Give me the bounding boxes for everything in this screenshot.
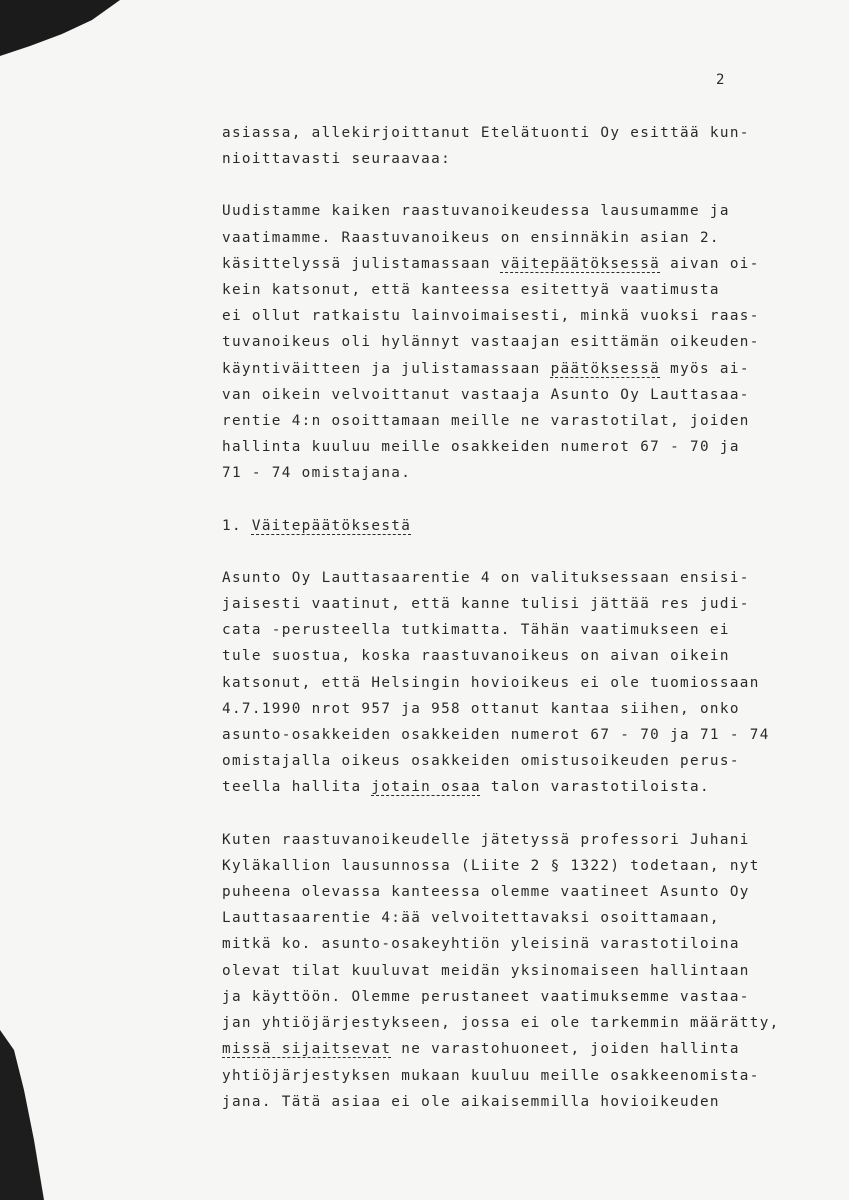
section-number: 1. <box>222 517 252 534</box>
text-line: yhtiöjärjestyksen mukaan kuuluu meille osakkeenomista- <box>222 1067 760 1084</box>
text-line: mitkä ko. asunto-osakeyhtiön yleisinä varastotiloina <box>222 936 740 953</box>
text-segment: talon varastotiloista. <box>480 779 710 796</box>
text-line: jan yhtiöjärjestykseen, jossa ei ole tarkemmin määrätty, <box>222 1015 780 1032</box>
paragraph-res-judicata <box>222 565 822 801</box>
body-text <box>222 120 822 1115</box>
text-line: Asunto Oy Lauttasaarentie 4 on valituksessaan ensisi- <box>222 569 750 586</box>
text-segment: käsittelyssä julistamassaan <box>222 255 501 272</box>
section-heading <box>222 513 822 539</box>
dark-page-corner <box>0 0 120 60</box>
underlined-term: missä sijaitsevat <box>222 1041 392 1058</box>
page-number: 2 <box>716 72 726 88</box>
text-line: ja käyttöön. Olemme perustaneet vaatimuksemme vastaa- <box>222 988 750 1005</box>
text-line: kein katsonut, että kanteessa esitettyä vaatimusta <box>222 282 720 299</box>
text-line: 4.7.1990 nrot 957 ja 958 ottanut kantaa siihen, onko <box>222 700 740 717</box>
text-line: Lauttasaarentie 4:ää velvoitettavaksi osoittamaan, <box>222 910 720 927</box>
text-line: tule suostua, koska raastuvanoikeus on aivan oikein <box>222 648 730 665</box>
text-line: jaisesti vaatinut, että kanne tulisi jättää res judi- <box>222 596 750 613</box>
text-line: tuvanoikeus oli hylännyt vastaajan esittämän oikeuden- <box>222 334 760 351</box>
text-line: puheena olevassa kanteessa olemme vaatineet Asunto Oy <box>222 884 750 901</box>
paragraph-statement <box>222 827 822 1115</box>
text-line: ei ollut ratkaistu lainvoimaisesti, minkä vuoksi raas- <box>222 308 760 325</box>
text-line: olevat tilat kuuluvat meidän yksinomaiseen hallintaan <box>222 962 750 979</box>
text-segment: myös ai- <box>660 360 750 377</box>
text-segment: käyntiväitteen ja julistamassaan <box>222 360 551 377</box>
text-line: Kyläkallion lausunnossa (Liite 2 § 1322) todetaan, nyt <box>222 857 760 874</box>
underlined-term: väitepäätöksessä <box>500 255 661 272</box>
paragraph-intro <box>222 120 822 172</box>
text-segment: teella hallita <box>222 779 372 796</box>
binding-shadow <box>0 1030 44 1200</box>
text-segment: aivan oi- <box>660 255 760 272</box>
text-line: omistajalla oikeus osakkeiden omistusoikeuden perus- <box>222 753 740 770</box>
text-line <box>222 1036 822 1062</box>
paragraph-claims <box>222 198 822 486</box>
underlined-term: päätöksessä <box>550 360 661 377</box>
text-line: nioittavasti seuraavaa: <box>222 151 452 168</box>
text-line <box>222 356 822 382</box>
text-line: Uudistamme kaiken raastuvanoikeudessa lausumamme ja <box>222 203 730 220</box>
section-title: Väitepäätöksestä <box>251 517 412 534</box>
text-line: asiassa, allekirjoittanut Etelätuonti Oy esittää kun- <box>222 125 750 141</box>
text-line: cata -perusteella tutkimatta. Tähän vaatimukseen ei <box>222 622 730 639</box>
text-line <box>222 251 822 277</box>
text-line: jana. Tätä asiaa ei ole aikaisemmilla hovioikeuden <box>222 1093 720 1110</box>
text-line: katsonut, että Helsingin hovioikeus ei ole tuomiossaan <box>222 674 760 691</box>
text-line: van oikein velvoittanut vastaaja Asunto Oy Lauttasaa- <box>222 386 750 403</box>
text-line: Kuten raastuvanoikeudelle jätetyssä professori Juhani <box>222 831 750 848</box>
text-segment: ne varastohuoneet, joiden hallinta <box>391 1041 740 1058</box>
text-line <box>222 774 822 800</box>
heading-line <box>222 513 822 539</box>
text-line: vaatimamme. Raastuvanoikeus on ensinnäkin asian 2. <box>222 229 720 246</box>
text-line: 71 - 74 omistajana. <box>222 465 412 482</box>
text-line: hallinta kuuluu meille osakkeiden numerot 67 - 70 ja <box>222 439 740 456</box>
text-line: rentie 4:n osoittamaan meille ne varastotilat, joiden <box>222 413 750 430</box>
text-line: asunto-osakkeiden osakkeiden numerot 67 - 70 ja 71 - 74 <box>222 727 770 744</box>
underlined-term: jotain osaa <box>371 779 481 796</box>
